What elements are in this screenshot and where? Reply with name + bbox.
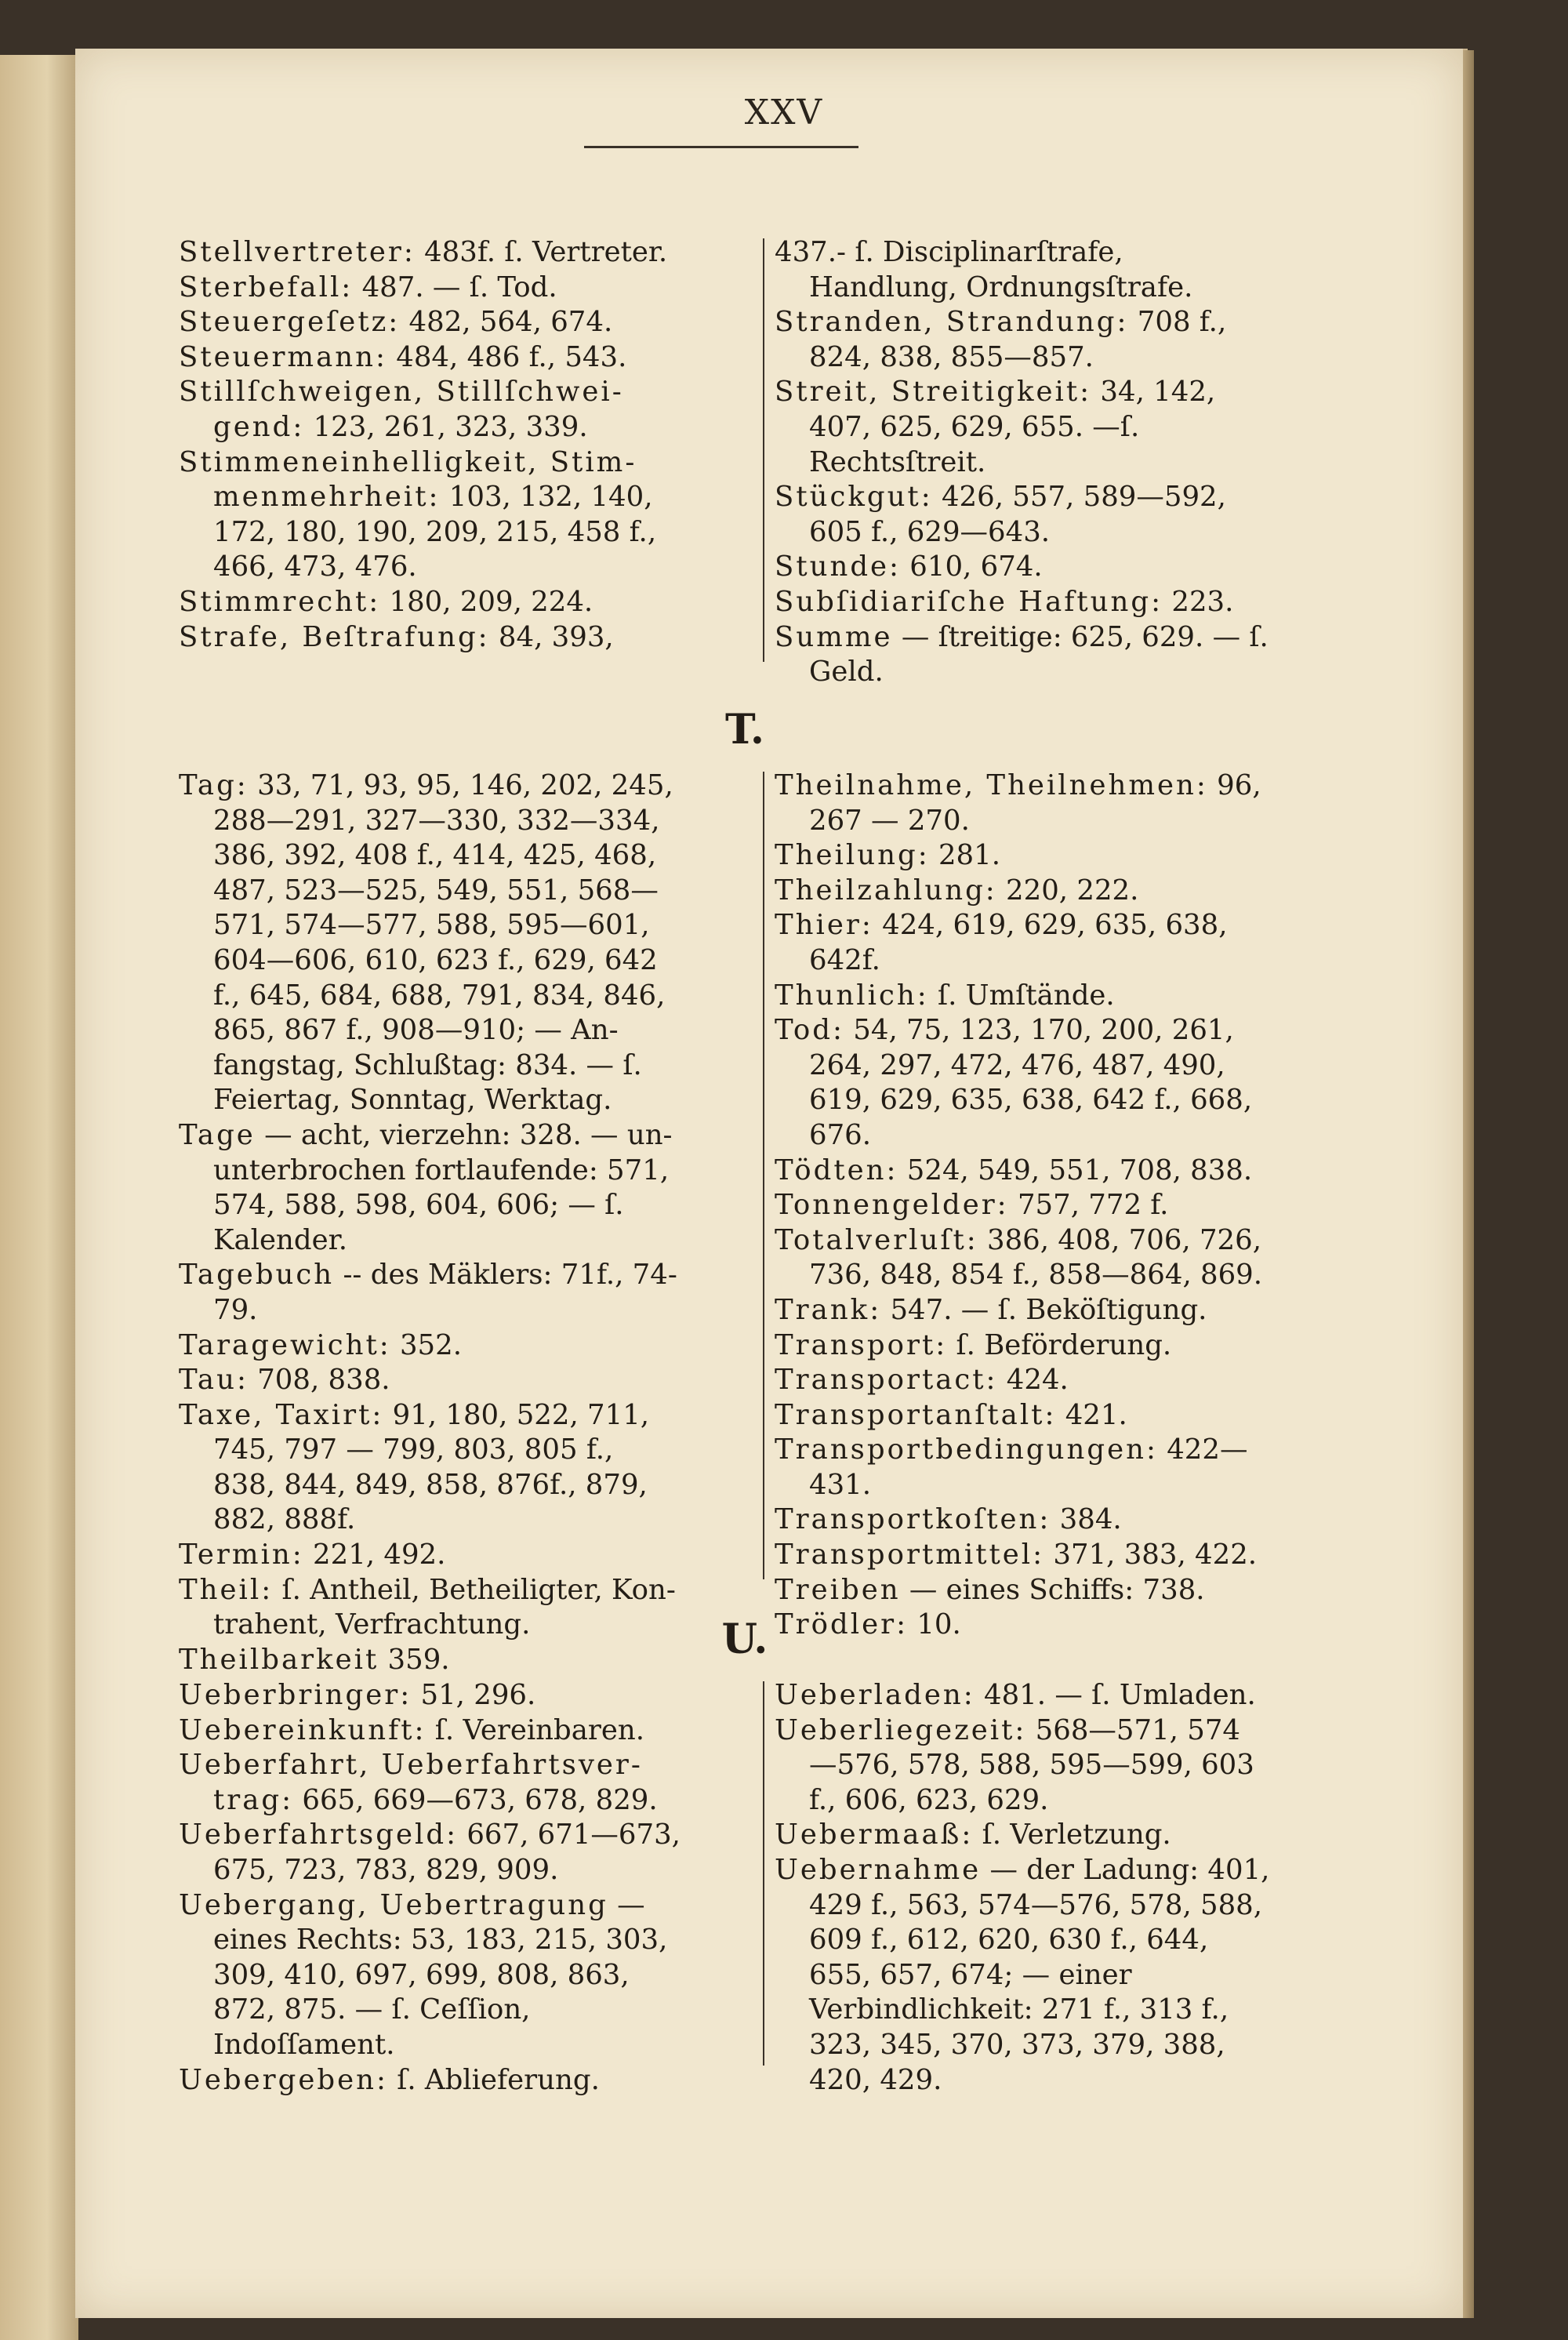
index-column-right-u — [775, 1678, 1276, 2098]
index-entry — [179, 1888, 681, 2063]
index-references: 371, 383, 422. — [1044, 1539, 1258, 1572]
index-headword: Thunlich: — [775, 979, 929, 1012]
index-headword: Trödler: — [775, 1608, 909, 1641]
index-entry — [179, 1398, 681, 1538]
index-headword: Transportmittel: — [775, 1539, 1045, 1572]
index-entry — [775, 1573, 1276, 1608]
index-entry — [775, 1188, 1276, 1223]
index-headword: Thier: — [775, 909, 873, 942]
index-entry — [179, 1258, 681, 1328]
index-entry — [775, 1154, 1276, 1189]
index-references: 359. — [379, 1643, 450, 1676]
index-references: 665, 669—673, 678, 829. — [293, 1783, 658, 1816]
index-headword: Termin: — [179, 1539, 304, 1572]
index-references: 281. — [929, 839, 1000, 872]
index-headword: Taxe, Taxirt: — [179, 1398, 384, 1431]
index-references: 426, 557, 589—592, 605 f., 629—643. — [809, 481, 1226, 548]
index-headword: Theilzahlung: — [775, 874, 997, 907]
index-entry — [775, 235, 1276, 305]
index-references: 123, 261, 323, 339. — [304, 410, 588, 443]
index-headword: Subſidiariſche Haftung: — [775, 585, 1163, 618]
index-headword: Ueberfahrtsgeld: — [179, 1819, 459, 1851]
index-references: ſ. Antheil, Betheiligter, Kon-trahent, Verfrachtung. — [213, 1573, 676, 1641]
index-references: 481. — ſ. Umladen. — [975, 1679, 1256, 1711]
index-entry — [179, 1118, 681, 1258]
index-headword: Theilnahme, Theilnehmen: — [775, 769, 1208, 801]
index-entry — [775, 480, 1276, 550]
index-headword: Ueberbringer: — [179, 1679, 412, 1711]
index-entry — [179, 375, 681, 445]
index-entry — [775, 1608, 1276, 1643]
index-references: ſ. Ablieferung. — [387, 2063, 600, 2096]
index-column-left-t — [179, 768, 681, 1677]
index-entry — [179, 585, 681, 620]
index-references: 487. — ſ. Tod. — [353, 271, 557, 303]
index-entry — [179, 620, 681, 656]
index-headword: Stimmrecht: — [179, 585, 381, 618]
index-references: ſ. Verletzung. — [973, 1819, 1171, 1851]
index-headword: Totalverluſt: — [775, 1223, 978, 1256]
index-headword: Stückgut: — [775, 481, 933, 514]
index-references: 437.- ſ. Disciplinarſtrafe, Handlung, Ordnungsſtrafe. — [775, 236, 1193, 303]
index-references: 223. — [1163, 585, 1234, 618]
index-entry — [179, 271, 681, 306]
index-references: 757, 772 f. — [1008, 1189, 1169, 1222]
index-entry — [179, 2063, 681, 2098]
index-headword: Theilbarkeit — [179, 1643, 379, 1676]
index-entry — [179, 1538, 681, 1573]
index-headword: Streit, Streitigkeit: — [775, 376, 1092, 409]
column-divider — [763, 772, 764, 1579]
index-references: 568—571, 574 —576, 578, 588, 595—599, 603 f., 606, 623, 629. — [809, 1713, 1254, 1816]
index-entry — [775, 1502, 1276, 1538]
index-references: 84, 393, — [489, 620, 614, 653]
index-references: 180, 209, 224. — [380, 585, 593, 618]
page-number: XXV — [744, 93, 824, 133]
index-entry — [775, 1013, 1276, 1153]
index-headword: Uebergeben: — [179, 2063, 388, 2096]
index-references: 33, 71, 93, 95, 146, 202, 245, 288—291, 327—330, 332—334, 386, 392, 408 f., 414, 425, 468, 487, 523—525, 549, 551, 568—571, 574—577, 588, 595—601, 604—606, 610, 623 f., 629, 642 f., 645, 684, 688, 791, 834, 846, 865, 867 f., 908—910; — An-fangstag, Schlußtag: 834. — ſ. Feiertag, Sonntag, Werktag. — [213, 769, 673, 1117]
index-references: 103, 132, 140, 172, 180, 190, 209, 215, 458 f., 466, 473, 476. — [213, 481, 657, 583]
index-column-left-s — [179, 235, 681, 655]
index-entry — [179, 305, 681, 340]
index-headword: Stimmeneinhelligkeit, Stim-menmehrheit: — [179, 445, 637, 514]
index-references: 96, 267 — 270. — [809, 769, 1261, 837]
index-headword: Uebergang, Uebertragung — [179, 1888, 608, 1921]
index-references: 424. — [997, 1364, 1069, 1397]
index-headword: Uebernahme — [775, 1853, 982, 1886]
index-references: — der Ladung: 401, 429 f., 563, 574—576, 578, 588, 609 f., 612, 620, 630 f., 644, 655, 657, 674; — einer Verbindlichkeit: 271 f., 313 f., 323, 345, 370, 373, 379, 388, 420, 429. — [809, 1853, 1270, 2096]
index-entry — [775, 874, 1276, 909]
index-headword: Stellvertreter: — [179, 236, 416, 268]
index-references: 483f. ſ. Vertreter. — [415, 236, 668, 268]
index-references: 708, 838. — [248, 1364, 390, 1397]
index-headword: Transportanſtalt: — [775, 1398, 1057, 1431]
index-entry — [775, 550, 1276, 585]
section-letter-t: T. — [724, 706, 765, 754]
index-references: — acht, vierzehn: 328. — un-unterbrochen fortlaufende: 571, 574, 588, 598, 604, 606; — ſ. Kalender. — [213, 1118, 673, 1256]
index-entry — [775, 1678, 1276, 1713]
index-entry — [179, 1328, 681, 1364]
index-entry — [179, 768, 681, 1118]
index-headword: Tod: — [775, 1014, 844, 1047]
index-headword: Stillſchweigen, Stillſchwei-gend: — [179, 376, 624, 443]
index-references: 610, 674. — [901, 550, 1043, 583]
index-references: 54, 75, 123, 170, 200, 261, 264, 297, 472, 476, 487, 490, 619, 629, 635, 638, 642 f., 668, 676. — [809, 1014, 1253, 1151]
index-references: — ſtreitige: 625, 629. — ſ. Geld. — [809, 620, 1269, 689]
index-references: ſ. Vereinbaren. — [426, 1713, 645, 1746]
index-entry — [775, 1293, 1276, 1328]
index-headword: Trank: — [775, 1293, 882, 1326]
index-headword: Uebermaaß: — [775, 1819, 974, 1851]
index-entry — [179, 1678, 681, 1713]
index-references: 34, 142, 407, 625, 629, 655. —ſ. Rechtsſtreit. — [809, 376, 1216, 478]
index-references: 384. — [1051, 1503, 1122, 1536]
index-headword: Tage — [179, 1118, 256, 1151]
index-entry — [179, 445, 681, 585]
index-headword: Steuergeſetz: — [179, 306, 401, 339]
index-references: 422— 431. — [809, 1433, 1248, 1501]
index-headword: Tagebuch — [179, 1259, 335, 1292]
index-references: 352. — [390, 1328, 462, 1361]
index-entry — [775, 838, 1276, 874]
index-entry — [775, 1713, 1276, 1819]
index-headword: Steuermann: — [179, 340, 387, 373]
index-entry — [179, 1713, 681, 1749]
index-references: 220, 222. — [996, 874, 1139, 907]
index-references: 667, 671—673, 675, 723, 783, 829, 909. — [213, 1819, 681, 1886]
index-headword: Taragewicht: — [179, 1328, 391, 1361]
index-headword: Tau: — [179, 1364, 249, 1397]
index-entry — [179, 1573, 681, 1643]
index-entry — [775, 375, 1276, 480]
index-references: 524, 549, 551, 708, 838. — [898, 1154, 1253, 1186]
index-entry — [179, 340, 681, 376]
index-references: 10. — [908, 1608, 961, 1641]
index-entry — [775, 979, 1276, 1014]
index-headword: Strafe, Beſtrafung: — [179, 620, 490, 653]
index-headword: Ueberladen: — [775, 1679, 975, 1711]
index-entry — [775, 1398, 1276, 1433]
index-headword: Transportkoſten: — [775, 1503, 1051, 1536]
index-entry — [775, 305, 1276, 375]
index-references: 708 f., 824, 838, 855—857. — [809, 306, 1227, 373]
index-entry — [775, 1853, 1276, 2098]
index-entry — [775, 1328, 1276, 1364]
index-headword: Ueberliegezeit: — [775, 1713, 1027, 1746]
index-headword: Treiben — [775, 1573, 901, 1606]
index-headword: Sterbefall: — [179, 271, 354, 303]
page-edge — [1463, 50, 1474, 2318]
index-entry — [179, 1818, 681, 1888]
index-entry — [775, 1363, 1276, 1398]
index-headword: Transport: — [775, 1328, 948, 1361]
index-entry — [179, 1748, 681, 1818]
index-headword: Summe — [775, 620, 893, 653]
index-column-right-t — [775, 768, 1276, 1643]
index-entry — [775, 908, 1276, 978]
column-divider — [763, 1681, 764, 2066]
index-headword: Tödten: — [775, 1154, 898, 1186]
index-references: — eines Schiffs: 738. — [900, 1573, 1205, 1606]
facing-page-edge — [0, 55, 78, 2340]
index-references: 421. — [1056, 1398, 1127, 1431]
index-entry — [775, 585, 1276, 620]
index-references: 547. — ſ. Beköſtigung. — [881, 1293, 1207, 1326]
index-headword: Ueberfahrt, Ueberfahrtsver-trag: — [179, 1749, 643, 1816]
index-column-right-s — [775, 235, 1276, 690]
index-entry — [775, 620, 1276, 690]
index-headword: Stunde: — [775, 550, 902, 583]
index-entry — [775, 1538, 1276, 1573]
index-references: 386, 408, 706, 726, 736, 848, 854 f., 858—864, 869. — [809, 1223, 1263, 1292]
index-references: -- des Mäklers: 71f., 74-79. — [213, 1259, 677, 1326]
index-references: 484, 486 f., 543. — [387, 340, 627, 373]
section-letter-u: U. — [721, 1615, 768, 1663]
index-headword: Theil: — [179, 1573, 274, 1606]
index-headword: Transportact: — [775, 1364, 998, 1397]
index-column-left-u — [179, 1678, 681, 2098]
index-headword: Tonnengelder: — [775, 1189, 1009, 1222]
index-entry — [775, 768, 1276, 838]
index-references: 482, 564, 674. — [400, 306, 613, 339]
index-headword: Theilung: — [775, 839, 930, 872]
index-references: ſ. Umſtände. — [928, 979, 1115, 1012]
index-references: 221, 492. — [303, 1539, 446, 1572]
index-references: ſ. Beförderung. — [947, 1328, 1172, 1361]
index-references: — eines Rechts: 53, 183, 215, 303, 309, 410, 697, 699, 808, 863, 872, 875. — ſ. Ceſſion, Indoſſament. — [213, 1888, 668, 2061]
index-headword: Transportbedingungen: — [775, 1433, 1158, 1466]
index-references: 51, 296. — [412, 1679, 536, 1711]
index-entry — [179, 1643, 681, 1678]
index-references: 91, 180, 522, 711, 745, 797 — 799, 803, 805 f., 838, 844, 849, 858, 876f., 879, 882, 888f. — [213, 1398, 650, 1536]
index-entry — [179, 235, 681, 271]
index-headword: Tag: — [179, 769, 249, 801]
header-rule — [584, 146, 858, 148]
index-headword: Stranden, Strandung: — [775, 306, 1129, 339]
index-references: 424, 619, 629, 635, 638, 642f. — [809, 909, 1228, 976]
index-entry — [179, 1363, 681, 1398]
index-entry — [775, 1223, 1276, 1293]
index-entry — [775, 1433, 1276, 1502]
index-headword: Uebereinkunft: — [179, 1713, 426, 1746]
column-divider — [763, 238, 764, 662]
index-entry — [775, 1818, 1276, 1853]
